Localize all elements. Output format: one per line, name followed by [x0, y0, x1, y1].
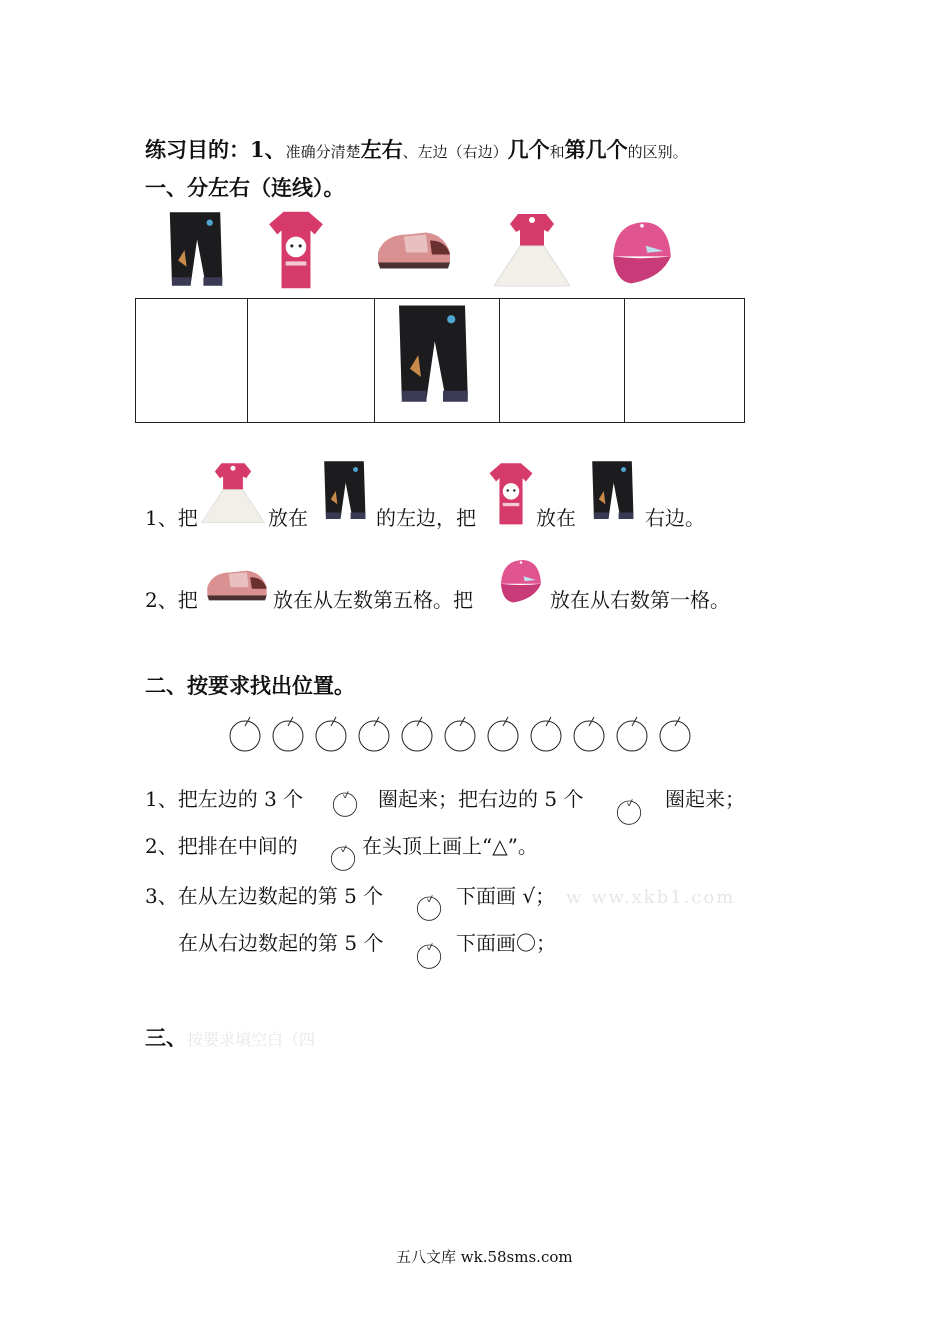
- s2-q2-a: 2、把排在中间的: [145, 834, 298, 858]
- apple-row: [228, 714, 698, 754]
- objective-text-4: 的区别。: [627, 143, 688, 161]
- s2-q1-a: 1、把左边的 3 个: [145, 787, 304, 811]
- apple-icon: [414, 892, 444, 922]
- apple-icon: [445, 717, 475, 751]
- s2-q3-a: 3、在从左边数起的第 5 个: [145, 884, 384, 908]
- apple-icon: [660, 717, 690, 751]
- apple-icon: [531, 717, 561, 751]
- s2-q3-b: 下面画 √；: [456, 884, 556, 908]
- objective-line: [145, 138, 688, 164]
- pants-image: [584, 458, 640, 524]
- shirt-image: [486, 460, 536, 526]
- apple-icon: [328, 842, 358, 872]
- section3-title: 三、: [145, 1025, 187, 1050]
- pants-image: [316, 458, 372, 524]
- objective-label: 练习目的：: [145, 137, 250, 162]
- footer-text: 五八文库 wk.58sms.com: [396, 1248, 573, 1266]
- section3-line: [145, 1026, 315, 1052]
- s1-q2-a: 2、把: [145, 588, 198, 612]
- apple-icon: [316, 717, 346, 751]
- keyword-left-right: 左右: [360, 137, 403, 162]
- apple-icon: [617, 717, 647, 751]
- objective-number: 1、: [250, 137, 286, 162]
- s2-q4-b: 下面画〇；: [456, 931, 556, 955]
- dress-image: [492, 210, 572, 290]
- cap-image: [606, 212, 678, 290]
- apple-icon: [273, 717, 303, 751]
- apple-icon: [359, 717, 389, 751]
- s2-q1-b: 圈起来；把右边的 5 个: [378, 787, 584, 811]
- apple-icon: [414, 940, 444, 970]
- s2-q4-a: 在从右边数起的第 5 个: [178, 931, 384, 955]
- cap-image: [496, 552, 546, 608]
- table-divider: [624, 298, 625, 423]
- objective-text-2: 、左边（右边）: [402, 143, 508, 161]
- apple-icon: [574, 717, 604, 751]
- s1-q1-d: 放在: [536, 506, 576, 530]
- s2-q1-c: 圈起来；: [665, 787, 745, 811]
- s1-q1-c: 的左边，把: [376, 506, 476, 530]
- watermark-text: w ww.xkb1.com: [566, 887, 736, 908]
- table-divider: [499, 298, 500, 423]
- table-divider: [374, 298, 375, 423]
- shoes-image: [204, 562, 270, 604]
- s1-q2-b: 放在从左数第五格。把: [273, 588, 473, 612]
- section1-title: 一、分左右（连线）。: [145, 175, 345, 200]
- apple-icon: [402, 717, 432, 751]
- keyword-which: 第几个: [564, 137, 628, 162]
- s1-q1-a: 1、把: [145, 506, 198, 530]
- dress-image: [200, 460, 266, 526]
- objective-text-1: 准确分清楚: [285, 143, 361, 161]
- s1-q1-b: 放在: [268, 506, 308, 530]
- table-cell-pants-image: [384, 300, 480, 410]
- shirt-image: [265, 206, 327, 292]
- objective-text-3: 和: [549, 143, 565, 161]
- apple-icon: [488, 717, 518, 751]
- section2-title: 二、按要求找出位置。: [145, 673, 355, 698]
- table-divider: [247, 298, 248, 423]
- apple-icon: [614, 796, 644, 826]
- shoes-image: [374, 220, 454, 275]
- apple-icon: [230, 717, 260, 751]
- s1-q2-c: 放在从右数第一格。: [550, 588, 730, 612]
- pants-image: [160, 208, 230, 292]
- s2-q2-b: 在头顶上画上“△”。: [362, 834, 538, 858]
- s1-q1-e: 右边。: [645, 506, 705, 530]
- section3-faint-text: 按要求填空白（四: [187, 1030, 316, 1049]
- keyword-how-many: 几个: [507, 137, 550, 162]
- apple-icon: [330, 788, 360, 818]
